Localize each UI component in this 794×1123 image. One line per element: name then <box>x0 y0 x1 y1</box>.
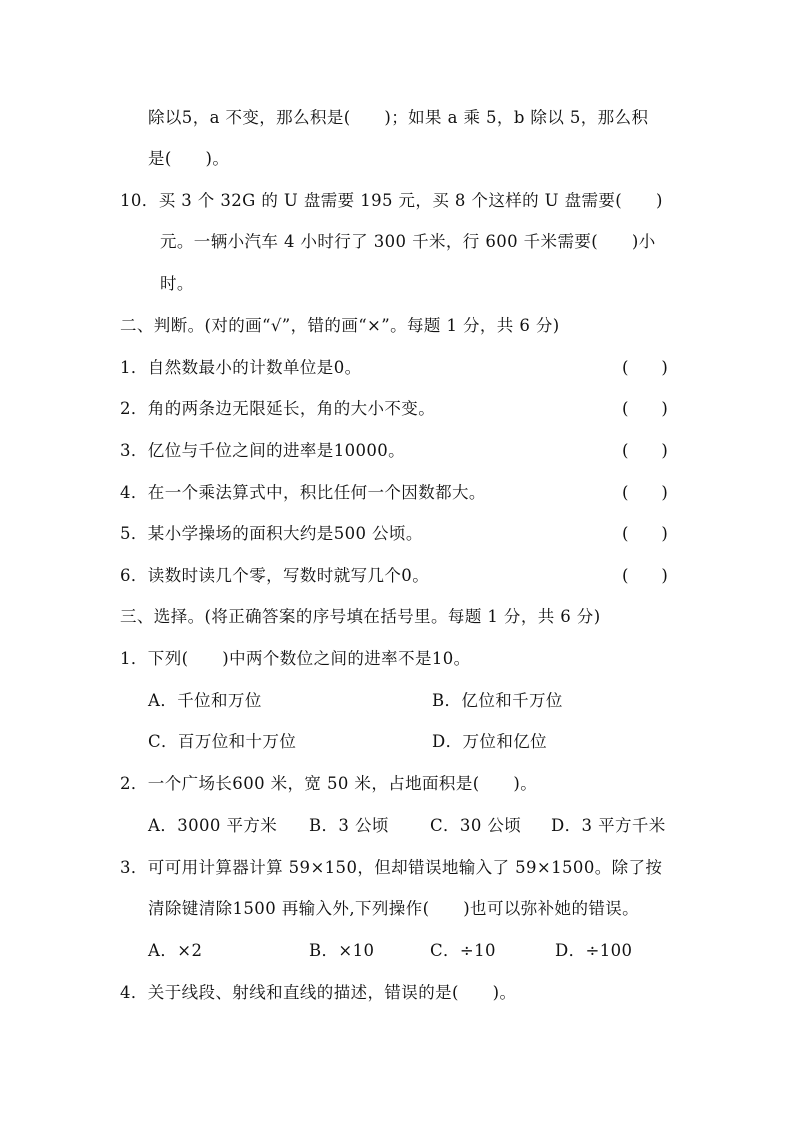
judge-item-3: 3．亿位与千位之间的进率是10000。 <box>120 441 406 460</box>
section3-heading: 三、选择。(将正确答案的序号填在括号里。每题 1 分，共 6 分) <box>120 607 601 626</box>
choice-q3-option-a[interactable]: A．×2 <box>148 941 203 960</box>
choice-q3-option-c[interactable]: C．÷10 <box>430 941 496 960</box>
choice-q1-option-c[interactable]: C．百万位和十万位 <box>148 732 297 751</box>
answer-paren-5[interactable]: ( ) <box>622 524 668 543</box>
answer-paren-2[interactable]: ( ) <box>622 399 668 418</box>
choice-q2-option-c[interactable]: C．30 公顷 <box>430 816 522 835</box>
judge-item-5: 5．某小学操场的面积大约是500 公顷。 <box>120 524 423 543</box>
judge-item-2: 2．角的两条边无限延长，角的大小不变。 <box>120 399 436 418</box>
choice-q3-option-b[interactable]: B．×10 <box>309 941 375 960</box>
choice-q3-stem-line1: 3．可可用计算器计算 59×150，但却错误地输入了 59×1500。除了按 <box>120 858 663 877</box>
choice-q1-option-d[interactable]: D．万位和亿位 <box>432 732 548 751</box>
choice-q3-option-d[interactable]: D．÷100 <box>555 941 633 960</box>
q10-line3: 时。 <box>160 274 194 293</box>
choice-q1-stem: 1．下列( )中两个数位之间的进率不是10。 <box>120 649 471 668</box>
choice-q2-option-a[interactable]: A．3000 平方米 <box>148 816 278 835</box>
judge-item-1: 1．自然数最小的计数单位是0。 <box>120 358 362 377</box>
judge-item-6: 6．读数时读几个零，写数时就写几个0。 <box>120 566 430 585</box>
choice-q1-option-a[interactable]: A．千位和万位 <box>148 691 262 710</box>
answer-paren-4[interactable]: ( ) <box>622 483 668 502</box>
choice-q2-stem: 2．一个广场长600 米，宽 50 米，占地面积是( )。 <box>120 774 538 793</box>
answer-paren-3[interactable]: ( ) <box>622 441 668 460</box>
section2-heading: 二、判断。(对的画“√”，错的画“×”。每题 1 分，共 6 分) <box>120 316 560 335</box>
choice-q3-stem-line2: 清除键清除1500 再输入外,下列操作( )也可以弥补她的错误。 <box>148 899 640 918</box>
q9-line2: 是( )。 <box>148 149 230 168</box>
choice-q2-option-d[interactable]: D．3 平方千米 <box>551 816 666 835</box>
q10-line1: 10．买 3 个 32G 的 U 盘需要 195 元，买 8 个这样的 U 盘需要( ) <box>120 191 663 210</box>
judge-item-4: 4．在一个乘法算式中，积比任何一个因数都大。 <box>120 483 486 502</box>
choice-q2-option-b[interactable]: B．3 公顷 <box>309 816 389 835</box>
choice-q1-option-b[interactable]: B．亿位和千万位 <box>432 691 563 710</box>
choice-q4-stem: 4．关于线段、射线和直线的描述，错误的是( )。 <box>120 983 517 1002</box>
q9-line1: 除以5，a 不变，那么积是( )；如果 a 乘 5，b 除以 5，那么积 <box>148 108 649 127</box>
q10-line2: 元。一辆小汽车 4 小时行了 300 千米，行 600 千米需要( )小 <box>160 232 656 251</box>
answer-paren-6[interactable]: ( ) <box>622 566 668 585</box>
answer-paren-1[interactable]: ( ) <box>622 358 668 377</box>
